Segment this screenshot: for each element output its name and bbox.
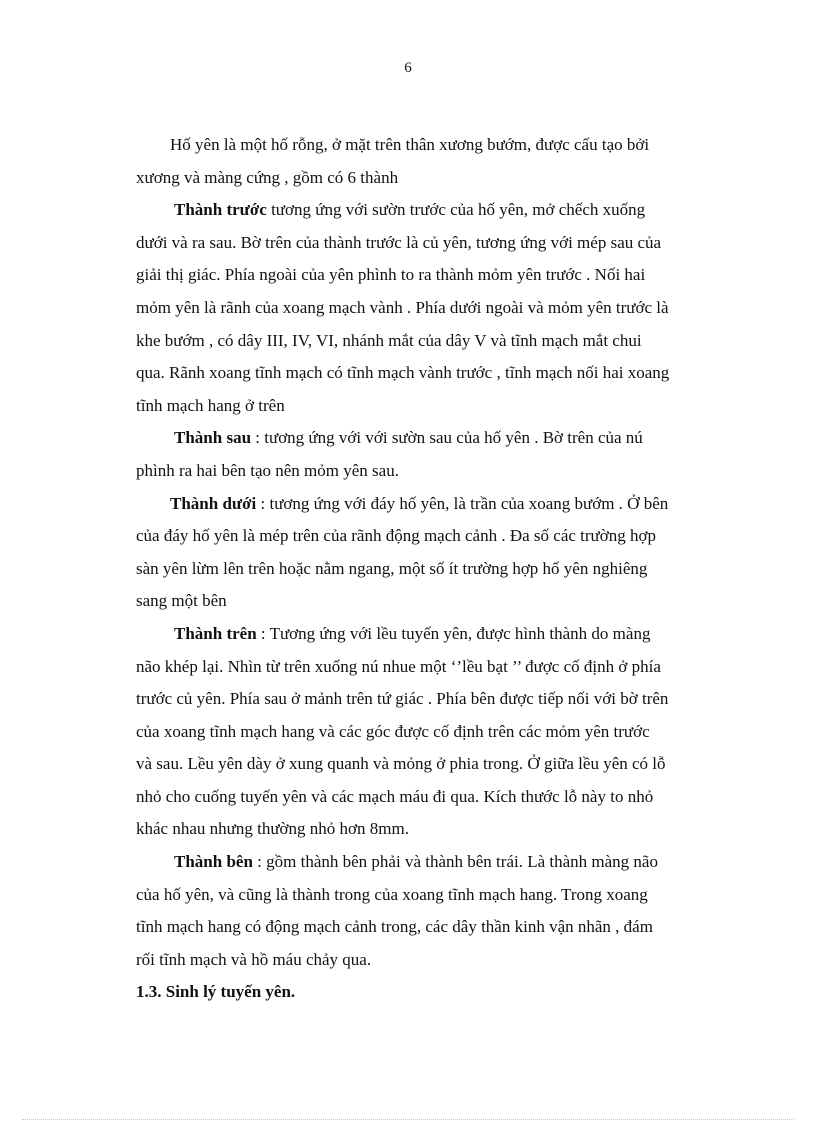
term-thanh-sau: Thành sau [174,428,252,448]
paragraph-line: : tương ứng với đáy hố yên, là trần của xoang bướm . Ở bên [256,493,669,513]
term-thanh-tren: Thành trên [174,623,257,643]
paragraph-line: tương ứng với sườn trước của hố yên, mở chếch xuống [266,200,646,220]
paragraph-line: xương và màng cứng , gồm có 6 thành [136,167,399,187]
paragraph-line: : Tương ứng với lều tuyến yên, được hình thành do màng [256,623,651,643]
page-bottom-divider [22,1119,794,1120]
paragraph-line: và sau. Lều yên dày ở xung quanh và mỏng ở phia trong. Ở giữa lều yên có lỗ [136,754,666,774]
document-body [136,129,736,1009]
paragraph-line: phình ra hai bên tạo nên mỏm yên sau. [136,460,399,480]
paragraph-line: tĩnh mạch hang có động mạch cảnh trong, các dây thần kinh vận nhãn , đám [136,917,653,937]
paragraph-line: khác nhau nhưng thường nhỏ hơn 8mm. [136,819,409,839]
paragraph-line: dưới và ra sau. Bờ trên của thành trước là củ yên, tương ứng với mép sau của [136,232,662,252]
page-number: 6 [404,60,412,76]
paragraph-line: khe bướm , có dây III, IV, VI, nhánh mắt của dây V và tĩnh mạch mắt chui [136,330,642,350]
paragraph-line: qua. Rãnh xoang tĩnh mạch có tĩnh mạch vành trước , tĩnh mạch nối hai xoang [136,363,670,383]
term-thanh-ben: Thành bên [174,852,253,872]
paragraph-line: của đáy hố yên là mép trên của rãnh động mạch cảnh . Đa số các trường hợp [136,526,657,546]
term-thanh-truoc: Thành trước [174,200,267,220]
paragraph-line: tĩnh mạch hang ở trên [136,395,285,415]
paragraph-line: sàn yên lừm lên trên hoặc nằm ngang, một số ít trường hợp hố yên nghiêng [136,558,648,578]
paragraph-line: Hố yên là một hố rỗng, ở mặt trên thân xương bướm, được cấu tạo bởi [170,135,650,154]
term-thanh-duoi: Thành dưới [170,493,257,513]
paragraph-line: não khép lại. Nhìn từ trên xuống nú nhue một ‘’lều bạt ’’ được cố định ở phía [136,656,661,676]
paragraph-line: của hố yên, và cũng là thành trong của xoang tĩnh mạch hang. Trong xoang [136,884,648,904]
paragraph-line: trước củ yên. Phía sau ở mảnh trên tứ giác . Phía bên được tiếp nối với bờ trên [136,689,669,709]
paragraph-line: rối tĩnh mạch và hồ máu chảy qua. [136,949,372,969]
paragraph-line: giải thị giác. Phía ngoài của yên phình to ra thành mỏm yên trước . Nối hai [136,265,646,285]
paragraph-line: : gồm thành bên phải và thành bên trái. Là thành màng não [252,852,658,872]
section-heading: 1.3. Sinh lý tuyến yên. [136,982,296,1002]
paragraph-line: sang một bên [136,591,227,611]
paragraph-line: của xoang tĩnh mạch hang và các góc được cố định trên các mỏm yên trước [136,721,650,741]
paragraph-line: : tương ứng với với sườn sau của hố yên . Bờ trên của nú [251,428,643,448]
paragraph-line: nhỏ cho cuống tuyến yên và các mạch máu đi qua. Kích thước lỗ này to nhỏ [136,786,654,806]
paragraph-line: mỏm yên là rãnh của xoang mạch vành . Phía dưới ngoài và mỏm yên trước là [136,297,669,317]
